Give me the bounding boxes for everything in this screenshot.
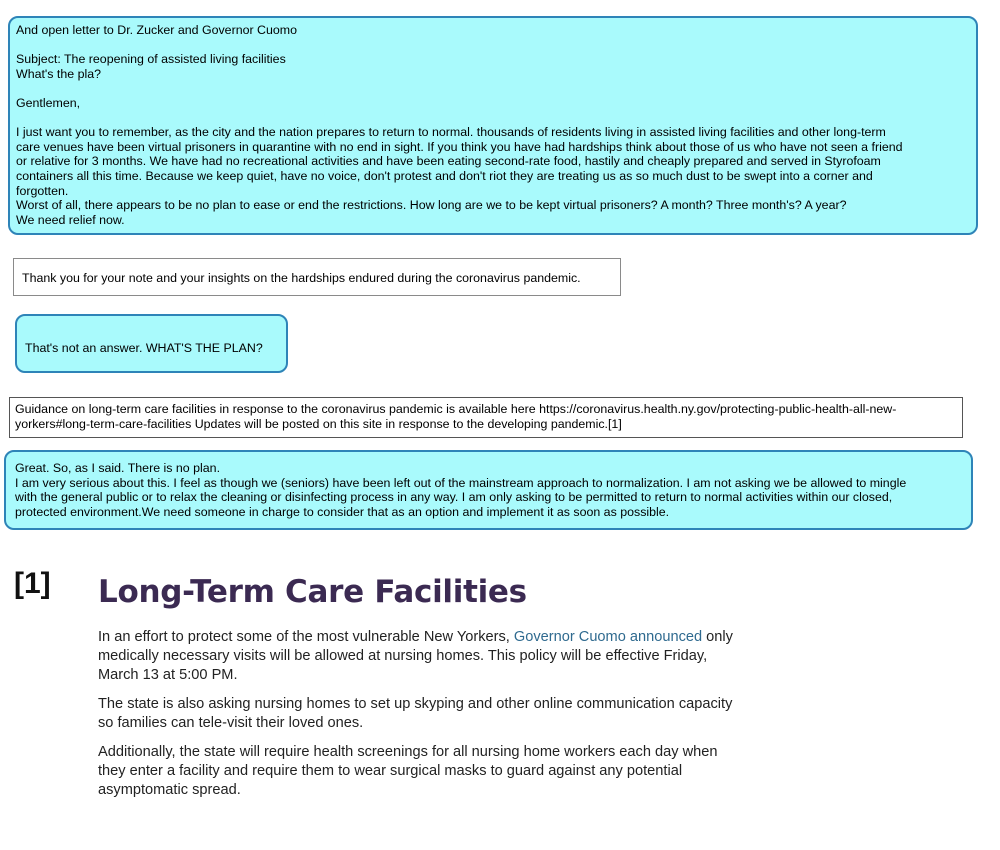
open-letter-message: [8, 16, 978, 235]
response-message-2: [9, 397, 963, 438]
letter-body-line: We need relief now.: [16, 212, 125, 227]
letter-body-line: I just want you to remember, as the city and the nation prepares to return to normal. thousands of residents living in assisted living facilities and other long-term: [16, 125, 886, 140]
follow-up-2-line: protected environment.We need someone in charge to consider that as an option and implement it as soon as possible.: [15, 504, 670, 519]
letter-body-line: or relative for 3 months. We have had no recreational activities and have been eating second-rate food, hastily and cheaply prepared and served in Styrofoam: [16, 154, 881, 169]
follow-up-message-1: [15, 314, 288, 373]
article-p1-text-end: only medically necessary visits will be allowed at nursing homes. This policy will be effective Friday, March 13 at 5:00 PM.: [98, 629, 733, 683]
article-heading: Long-Term Care Facilities: [98, 574, 527, 610]
response-2-line: Guidance on long-term care facilities in response to the coronavirus pandemic is available here https://coronavirus.health.ny.gov/protecting-public-health-all-new-: [15, 402, 897, 416]
letter-subject: Subject: The reopening of assisted living facilities: [16, 52, 286, 67]
footnote-article: [98, 574, 738, 810]
response-message-1: [13, 258, 621, 296]
letter-body-line: Worst of all, there appears to be no plan to ease or end the restrictions. How long are we to be kept virtual prisoners? A month? Three month's? A year?: [16, 198, 847, 213]
follow-up-2-line: I am very serious about this. I feel as though we (seniors) have been left out of the mainstream approach to normalization. I am not asking we be allowed to mingle: [15, 475, 907, 490]
letter-body-line: care venues have been virtual prisoners in quarantine with no end in sight. If you think you have had hardships think about those of us who have not seen a friend: [16, 139, 903, 154]
letter-question: What's the pla?: [16, 66, 102, 81]
follow-up-message-2: [4, 450, 973, 530]
letter-body-line: forgotten.: [16, 183, 69, 198]
article-paragraph-1: [98, 628, 738, 685]
follow-up-1-text: That's not an answer. WHAT'S THE PLAN?: [25, 341, 263, 355]
article-paragraph-2: The state is also asking nursing homes to set up skyping and other online communication capacity so families can tele-visit their loved ones.: [98, 696, 733, 731]
article-paragraph-3: Additionally, the state will require health screenings for all nursing home workers each day when they enter a facility and require them to wear surgical masks to guard against any potential asymptomatic spread.: [98, 744, 718, 798]
follow-up-2-line: with the general public or to relax the cleaning or disinfecting process in any way. I am only asking to be permitted to return to normal activities within our closed,: [15, 490, 893, 505]
article-p1-text: In an effort to protect some of the most vulnerable New Yorkers,: [98, 629, 510, 645]
response-2-line: yorkers#long-term-care-facilities Updates will be posted on this site in response to the developing pandemic.[1]: [15, 416, 622, 431]
letter-title: And open letter to Dr. Zucker and Governor Cuomo: [16, 23, 297, 37]
governor-cuomo-link[interactable]: Governor Cuomo announced: [513, 629, 703, 645]
letter-body-line: containers all this time. Because we keep quiet, have no voice, don't protest and don't riot they are treating us as so much dust to be swept into a corner and: [16, 168, 873, 183]
response-1-text: Thank you for your note and your insights on the hardships endured during the coronavirus pandemic.: [22, 271, 581, 285]
letter-greeting: Gentlemen,: [16, 95, 81, 110]
footnote-marker: [1]: [14, 567, 51, 600]
follow-up-2-line: Great. So, as I said. There is no plan.: [15, 461, 221, 475]
